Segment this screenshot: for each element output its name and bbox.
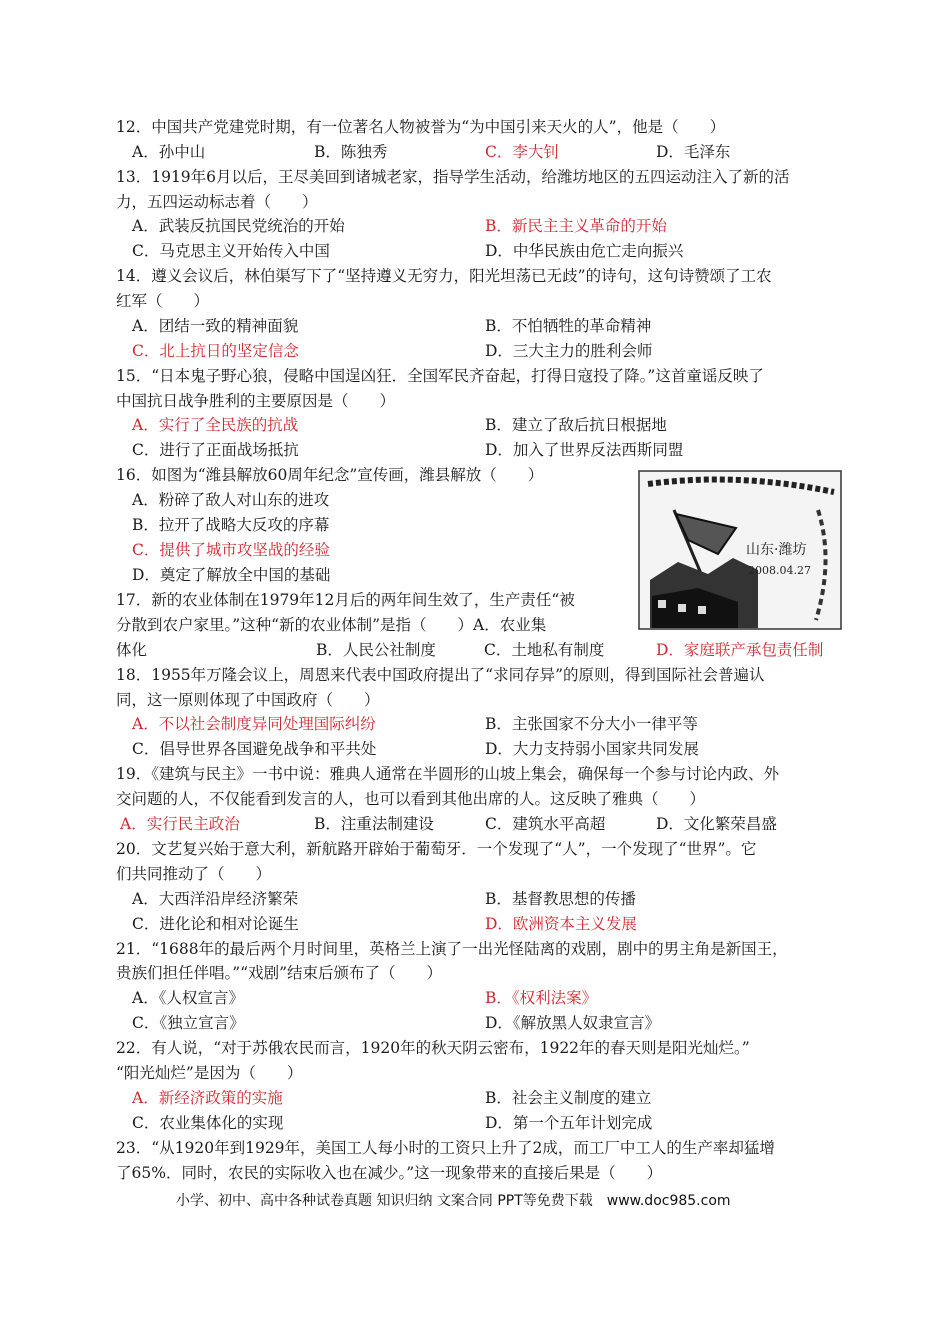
q13-option-a: A．武装反抗国民党统治的开始: [132, 217, 345, 235]
q21-option-c: C．《独立宣言》: [132, 1014, 245, 1032]
footer-download-notice: 小学、初中、高中各种试卷真题 知识归纳 文案合同 PPT等免费下载 www.doc985.com: [176, 1193, 731, 1209]
q22-option-c: C．农业集体化的实现: [132, 1114, 284, 1132]
question-14-stem-line2: 红军（ ）: [116, 292, 210, 310]
question-14-stem-line1: 14．遵义会议后，林伯渠写下了“坚持遵义无穷力，阳光坦荡已无歧”的诗句，这句诗赞颂了工农: [116, 267, 772, 285]
question-21-stem-line2: 贵族们担任伴唱。”“戏剧”结束后颁布了（ ）: [116, 964, 443, 982]
q14-option-c: C．北上抗日的坚定信念: [132, 342, 299, 360]
q22-option-b: B．社会主义制度的建立: [485, 1089, 652, 1107]
q15-option-a: A．实行了全民族的抗战: [132, 416, 299, 434]
question-22-stem-line2: “阳光灿烂”是因为（ ）: [116, 1064, 303, 1082]
q18-option-d: D．大力支持弱小国家共同发展: [485, 740, 699, 758]
question-19-stem-line2: 交问题的人，不仅能看到发言的人，也可以看到其他出席的人。这反映了雅典（ ）: [116, 790, 706, 808]
q20-option-a: A．大西洋沿岸经济繁荣: [132, 890, 299, 908]
q18-option-a: A．不以社会制度异同处理国际纠纷: [132, 715, 376, 733]
q19-option-c: C．建筑水平高超: [485, 815, 606, 833]
question-15-stem-line1: 15．“日本鬼子野心狼，侵略中国逞凶狂．全国军民齐奋起，打得日寇投了降。”这首童谣反映了: [116, 367, 764, 385]
q19-option-b: B．注重法制建设: [314, 815, 434, 833]
q20-option-d: D．欧洲资本主义发展: [485, 915, 637, 933]
q21-option-a: A．《人权宣言》: [132, 989, 244, 1007]
q15-option-c: C．进行了正面战场抵抗: [132, 441, 299, 459]
q15-option-b: B．建立了敌后抗日根据地: [485, 416, 667, 434]
stamp-date-text: 2008.04.27: [748, 564, 811, 577]
q22-option-d: D．第一个五年计划完成: [485, 1114, 653, 1132]
q20-option-c: C．进化论和相对论诞生: [132, 915, 299, 933]
q13-option-d: D．中华民族由危亡走向振兴: [485, 242, 684, 260]
question-22-stem-line1: 22．有人说，“对于苏俄农民而言，1920年的秋天阴云密布，1922年的春天则是阳光灿烂。”: [116, 1039, 750, 1057]
question-13-stem-line2: 力，五四运动标志着（ ）: [116, 193, 318, 211]
question-23-stem-line1: 23．“从1920年到1929年，美国工人每小时的工资只上升了2成，而工厂中工人的生产率却猛增: [116, 1139, 775, 1157]
question-19-stem-line1: 19．《建筑与民主》一书中说：雅典人通常在半圆形的山坡上集会，确保每一个参与讨论内政、外: [116, 765, 779, 783]
question-20-stem-line2: 们共同推动了（ ）: [116, 865, 272, 883]
question-17-stem-line1: 17．新的农业体制在1979年12月后的两年间生效了，生产责任“被: [116, 591, 575, 609]
q19-option-a: A．实行民主政治: [120, 815, 240, 833]
q16-option-b: B．拉开了战略大反攻的序幕: [132, 516, 330, 534]
q20-option-b: B．基督教思想的传播: [485, 890, 636, 908]
q14-option-a: A．团结一致的精神面貌: [132, 317, 299, 335]
q21-option-b: B．《权利法案》: [485, 989, 598, 1007]
question-15-stem-line2: 中国抗日战争胜利的主要原因是（ ）: [116, 392, 396, 410]
q19-option-d: D．文化繁荣昌盛: [656, 815, 777, 833]
question-17-stem-line3: 体化: [116, 641, 148, 659]
question-17-stem-line2: 分散到农户家里。”这种“新的农业体制”是指（ ）A．农业集: [116, 616, 547, 634]
q13-option-c: C．马克思主义开始传入中国: [132, 242, 330, 260]
question-21-stem-line1: 21．“1688年的最后两个月时间里，英格兰上演了一出光怪陆离的戏剧，剧中的男主角是新国王，: [116, 940, 788, 958]
q17-option-b: B．人民公社制度: [316, 641, 436, 659]
question-18-stem-line2: 同，这一原则体现了中国政府（ ）: [116, 691, 380, 709]
q16-option-c: C．提供了城市攻坚战的经验: [132, 541, 330, 559]
postmark-illustration: [638, 470, 842, 630]
question-18-stem-line1: 18．1955年万隆会议上，周恩来代表中国政府提出了“求同存异”的原则，得到国际社会普遍认: [116, 666, 765, 684]
question-20-stem-line1: 20．文艺复兴始于意大利，新航路开辟始于葡萄牙．一个发现了“人”，一个发现了“世界”。它: [116, 840, 757, 858]
q16-option-a: A．粉碎了敌人对山东的进攻: [132, 491, 330, 509]
q21-option-d: D．《解放黑人奴隶宣言》: [485, 1014, 661, 1032]
question-23-stem-line2: 了65%．同时，农民的实际收入也在减少。”这一现象带来的直接后果是（ ）: [116, 1164, 663, 1182]
q12-option-a: A．孙中山: [132, 143, 206, 161]
q16-option-d: D．奠定了解放全中国的基础: [132, 566, 331, 584]
q22-option-a: A．新经济政策的实施: [132, 1089, 283, 1107]
q13-option-b: B．新民主主义革命的开始: [485, 217, 667, 235]
q17-option-d: D．家庭联产承包责任制: [656, 641, 824, 659]
q18-option-c: C．倡导世界各国避免战争和平共处: [132, 740, 377, 758]
q14-option-b: B．不怕牺牲的革命精神: [485, 317, 652, 335]
q18-option-b: B．主张国家不分大小一律平等: [485, 715, 698, 733]
q12-option-d: D．毛泽东: [656, 143, 731, 161]
q17-option-c: C．土地私有制度: [484, 641, 605, 659]
question-16-stem: 16．如图为“潍县解放60周年纪念”宣传画，潍县解放（ ）: [116, 466, 544, 484]
commemorative-postmark-image: [638, 470, 842, 630]
q12-option-c: C．李大钊: [485, 143, 559, 161]
q12-option-b: B．陈独秀: [314, 143, 388, 161]
q14-option-d: D．三大主力的胜利会师: [485, 342, 653, 360]
question-13-stem-line1: 13．1919年6月以后，王尽美回到诸城老家，指导学生活动，给潍坊地区的五四运动注入了新的活: [116, 168, 790, 186]
question-12-stem: 12．中国共产党建党时期，有一位著名人物被誉为“为中国引来天火的人”，他是（ ）: [116, 118, 726, 136]
q15-option-d: D．加入了世界反法西斯同盟: [485, 441, 684, 459]
stamp-place-text: 山东·潍坊: [746, 542, 807, 558]
